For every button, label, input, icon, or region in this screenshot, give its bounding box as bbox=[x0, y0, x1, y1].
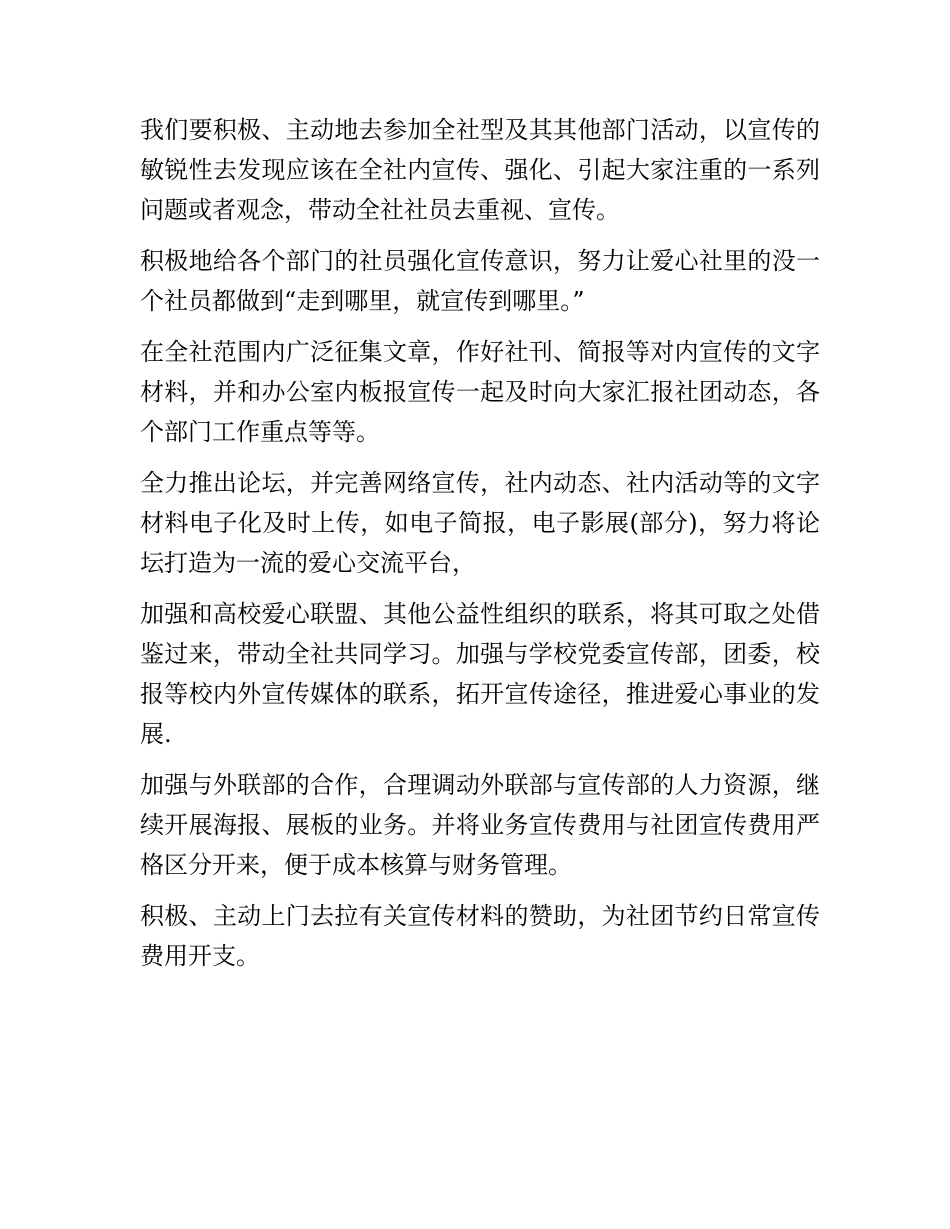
paragraph-6: 加强与外联部的合作，合理调动外联部与宣传部的人力资源，继续开展海报、展板的业务。并将业务宣传费用与社团宣传费用严格区分开来，便于成本核算与财务管理。 bbox=[140, 771, 820, 879]
paragraph-2: 积极地给各个部门的社员强化宣传意识，努力让爱心社里的没一个社员都做到“走到哪里，就宣传到哪里。” bbox=[140, 247, 820, 315]
paragraph-4: 全力推出论坛，并完善网络宣传，社内动态、社内活动等的文字材料电子化及时上传，如电子简报，电子影展(部分)，努力将论坛打造为一流的爱心交流平台， bbox=[140, 469, 820, 577]
paragraph-5: 加强和高校爱心联盟、其他公益性组织的联系，将其可取之处借鉴过来，带动全社共同学习。加强与学校党委宣传部，团委，校报等校内外宣传媒体的联系，拓开宣传途径，推进爱心事业的发展. bbox=[140, 600, 820, 748]
paragraph-7: 积极、主动上门去拉有关宣传材料的赞助，为社团节约日常宣传费用开支。 bbox=[140, 902, 820, 970]
paragraph-3: 在全社范围内广泛征集文章，作好社刊、简报等对内宣传的文字材料，并和办公室内板报宣传一起及时向大家汇报社团动态，各个部门工作重点等等。 bbox=[140, 338, 820, 446]
paragraph-1: 我们要积极、主动地去参加全社型及其其他部门活动，以宣传的敏锐性去发现应该在全社内宣传、强化、引起大家注重的一系列问题或者观念，带动全社社员去重视、宣传。 bbox=[140, 116, 820, 224]
document-body bbox=[140, 110, 820, 987]
